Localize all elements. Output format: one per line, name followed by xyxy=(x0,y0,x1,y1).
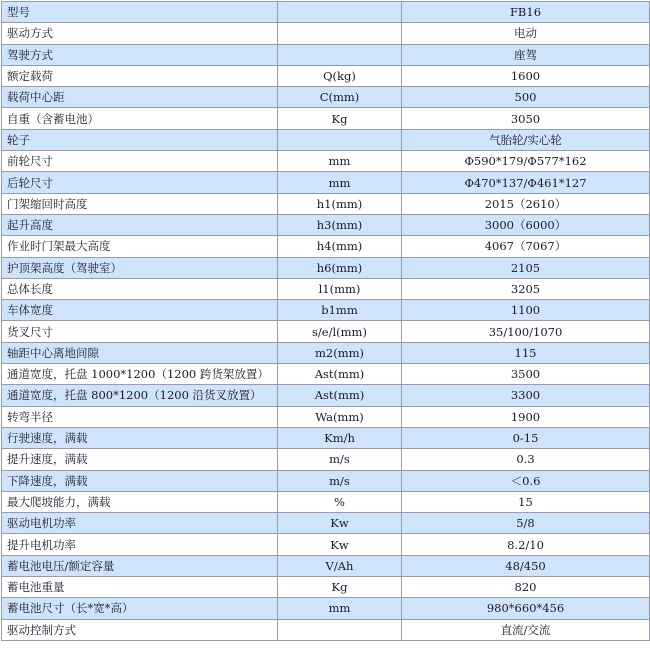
spec-row xyxy=(2,108,650,129)
spec-row xyxy=(2,278,650,299)
spec-label: 轮子 xyxy=(2,129,278,150)
spec-label: 额定载荷 xyxy=(2,65,278,86)
spec-label: 提升速度，满载 xyxy=(2,449,278,470)
spec-value: 座驾 xyxy=(402,44,650,65)
spec-row xyxy=(2,193,650,214)
spec-label: 型号 xyxy=(2,2,278,23)
spec-label: 驱动方式 xyxy=(2,23,278,44)
spec-value: 8.2/10 xyxy=(402,534,650,555)
spec-row xyxy=(2,449,650,470)
spec-label: 车体宽度 xyxy=(2,300,278,321)
spec-unit: h3(mm) xyxy=(278,214,402,235)
spec-unit: s/e/l(mm) xyxy=(278,321,402,342)
spec-unit: Ast(mm) xyxy=(278,385,402,406)
spec-row xyxy=(2,491,650,512)
spec-unit: C(mm) xyxy=(278,87,402,108)
spec-value: 4067（7067） xyxy=(402,236,650,257)
spec-label: 蓄电池尺寸（长*宽*高） xyxy=(2,598,278,619)
spec-unit: Kw xyxy=(278,513,402,534)
spec-unit: m2(mm) xyxy=(278,342,402,363)
spec-label: 驱动控制方式 xyxy=(2,619,278,640)
spec-value: 2105 xyxy=(402,257,650,278)
spec-unit: h1(mm) xyxy=(278,193,402,214)
spec-row xyxy=(2,214,650,235)
spec-row xyxy=(2,406,650,427)
spec-value: 980*660*456 xyxy=(402,598,650,619)
spec-value: 820 xyxy=(402,577,650,598)
spec-unit xyxy=(278,23,402,44)
spec-label: 下降速度，满载 xyxy=(2,470,278,491)
spec-label: 通道宽度，托盘 800*1200（1200 沿货叉放置） xyxy=(2,385,278,406)
spec-row xyxy=(2,44,650,65)
spec-value: Φ470*137/Φ461*127 xyxy=(402,172,650,193)
spec-value: 电动 xyxy=(402,23,650,44)
spec-unit xyxy=(278,44,402,65)
spec-value: 115 xyxy=(402,342,650,363)
spec-unit: Wa(mm) xyxy=(278,406,402,427)
spec-unit: Kw xyxy=(278,534,402,555)
spec-unit: mm xyxy=(278,598,402,619)
spec-value: 15 xyxy=(402,491,650,512)
spec-row xyxy=(2,598,650,619)
spec-value: 3500 xyxy=(402,364,650,385)
spec-unit: V/Ah xyxy=(278,555,402,576)
spec-label: 后轮尺寸 xyxy=(2,172,278,193)
spec-label: 载荷中心距 xyxy=(2,87,278,108)
spec-row xyxy=(2,364,650,385)
spec-value: 35/100/1070 xyxy=(402,321,650,342)
spec-value: 48/450 xyxy=(402,555,650,576)
spec-label: 蓄电池电压/额定容量 xyxy=(2,555,278,576)
spec-label: 门架缩回时高度 xyxy=(2,193,278,214)
spec-row xyxy=(2,470,650,491)
spec-unit: Km/h xyxy=(278,427,402,448)
spec-value: 0-15 xyxy=(402,427,650,448)
spec-unit xyxy=(278,2,402,23)
spec-label: 行驶速度，满载 xyxy=(2,427,278,448)
spec-label: 轴距中心离地间隙 xyxy=(2,342,278,363)
spec-value: 气胎轮/实心轮 xyxy=(402,129,650,150)
spec-row xyxy=(2,427,650,448)
spec-row xyxy=(2,129,650,150)
spec-value: 2015（2610） xyxy=(402,193,650,214)
spec-label: 总体长度 xyxy=(2,278,278,299)
spec-row xyxy=(2,342,650,363)
spec-label: 前轮尺寸 xyxy=(2,151,278,172)
spec-value: 0.3 xyxy=(402,449,650,470)
spec-unit: mm xyxy=(278,172,402,193)
spec-value: 直流/交流 xyxy=(402,619,650,640)
spec-row xyxy=(2,65,650,86)
spec-row xyxy=(2,513,650,534)
spec-label: 驱动电机功率 xyxy=(2,513,278,534)
spec-row xyxy=(2,619,650,640)
spec-label: 最大爬坡能力，满载 xyxy=(2,491,278,512)
spec-value: 3205 xyxy=(402,278,650,299)
spec-label: 提升电机功率 xyxy=(2,534,278,555)
spec-label: 蓄电池重量 xyxy=(2,577,278,598)
spec-value: 1100 xyxy=(402,300,650,321)
spec-label: 起升高度 xyxy=(2,214,278,235)
spec-row xyxy=(2,577,650,598)
spec-label: 作业时门架最大高度 xyxy=(2,236,278,257)
spec-row xyxy=(2,236,650,257)
spec-unit: h6(mm) xyxy=(278,257,402,278)
spec-unit: % xyxy=(278,491,402,512)
spec-row xyxy=(2,23,650,44)
spec-unit xyxy=(278,129,402,150)
spec-value: FB16 xyxy=(402,2,650,23)
spec-label: 驾驶方式 xyxy=(2,44,278,65)
spec-value: 1600 xyxy=(402,65,650,86)
spec-row xyxy=(2,257,650,278)
spec-row xyxy=(2,534,650,555)
spec-unit: Ast(mm) xyxy=(278,364,402,385)
spec-row xyxy=(2,172,650,193)
spec-table-body xyxy=(2,2,650,641)
spec-label: 转弯半径 xyxy=(2,406,278,427)
spec-label: 自重（含蓄电池） xyxy=(2,108,278,129)
spec-value: ＜0.6 xyxy=(402,470,650,491)
spec-unit: mm xyxy=(278,151,402,172)
spec-value: 500 xyxy=(402,87,650,108)
spec-unit: Kg xyxy=(278,108,402,129)
spec-row xyxy=(2,555,650,576)
spec-unit xyxy=(278,619,402,640)
spec-unit: Kg xyxy=(278,577,402,598)
spec-value: 3000（6000） xyxy=(402,214,650,235)
spec-value: Φ590*179/Φ577*162 xyxy=(402,151,650,172)
spec-value: 3050 xyxy=(402,108,650,129)
spec-unit: l1(mm) xyxy=(278,278,402,299)
spec-table xyxy=(1,1,650,641)
spec-row xyxy=(2,151,650,172)
spec-unit: Q(kg) xyxy=(278,65,402,86)
spec-label: 护顶架高度（驾驶室） xyxy=(2,257,278,278)
spec-value: 1900 xyxy=(402,406,650,427)
spec-row xyxy=(2,2,650,23)
spec-value: 5/8 xyxy=(402,513,650,534)
spec-unit: h4(mm) xyxy=(278,236,402,257)
spec-row xyxy=(2,321,650,342)
spec-row xyxy=(2,87,650,108)
spec-label: 货叉尺寸 xyxy=(2,321,278,342)
spec-value: 3300 xyxy=(402,385,650,406)
spec-label: 通道宽度，托盘 1000*1200（1200 跨货架放置） xyxy=(2,364,278,385)
spec-row xyxy=(2,300,650,321)
spec-unit: b1mm xyxy=(278,300,402,321)
spec-unit: m/s xyxy=(278,449,402,470)
spec-unit: m/s xyxy=(278,470,402,491)
spec-row xyxy=(2,385,650,406)
